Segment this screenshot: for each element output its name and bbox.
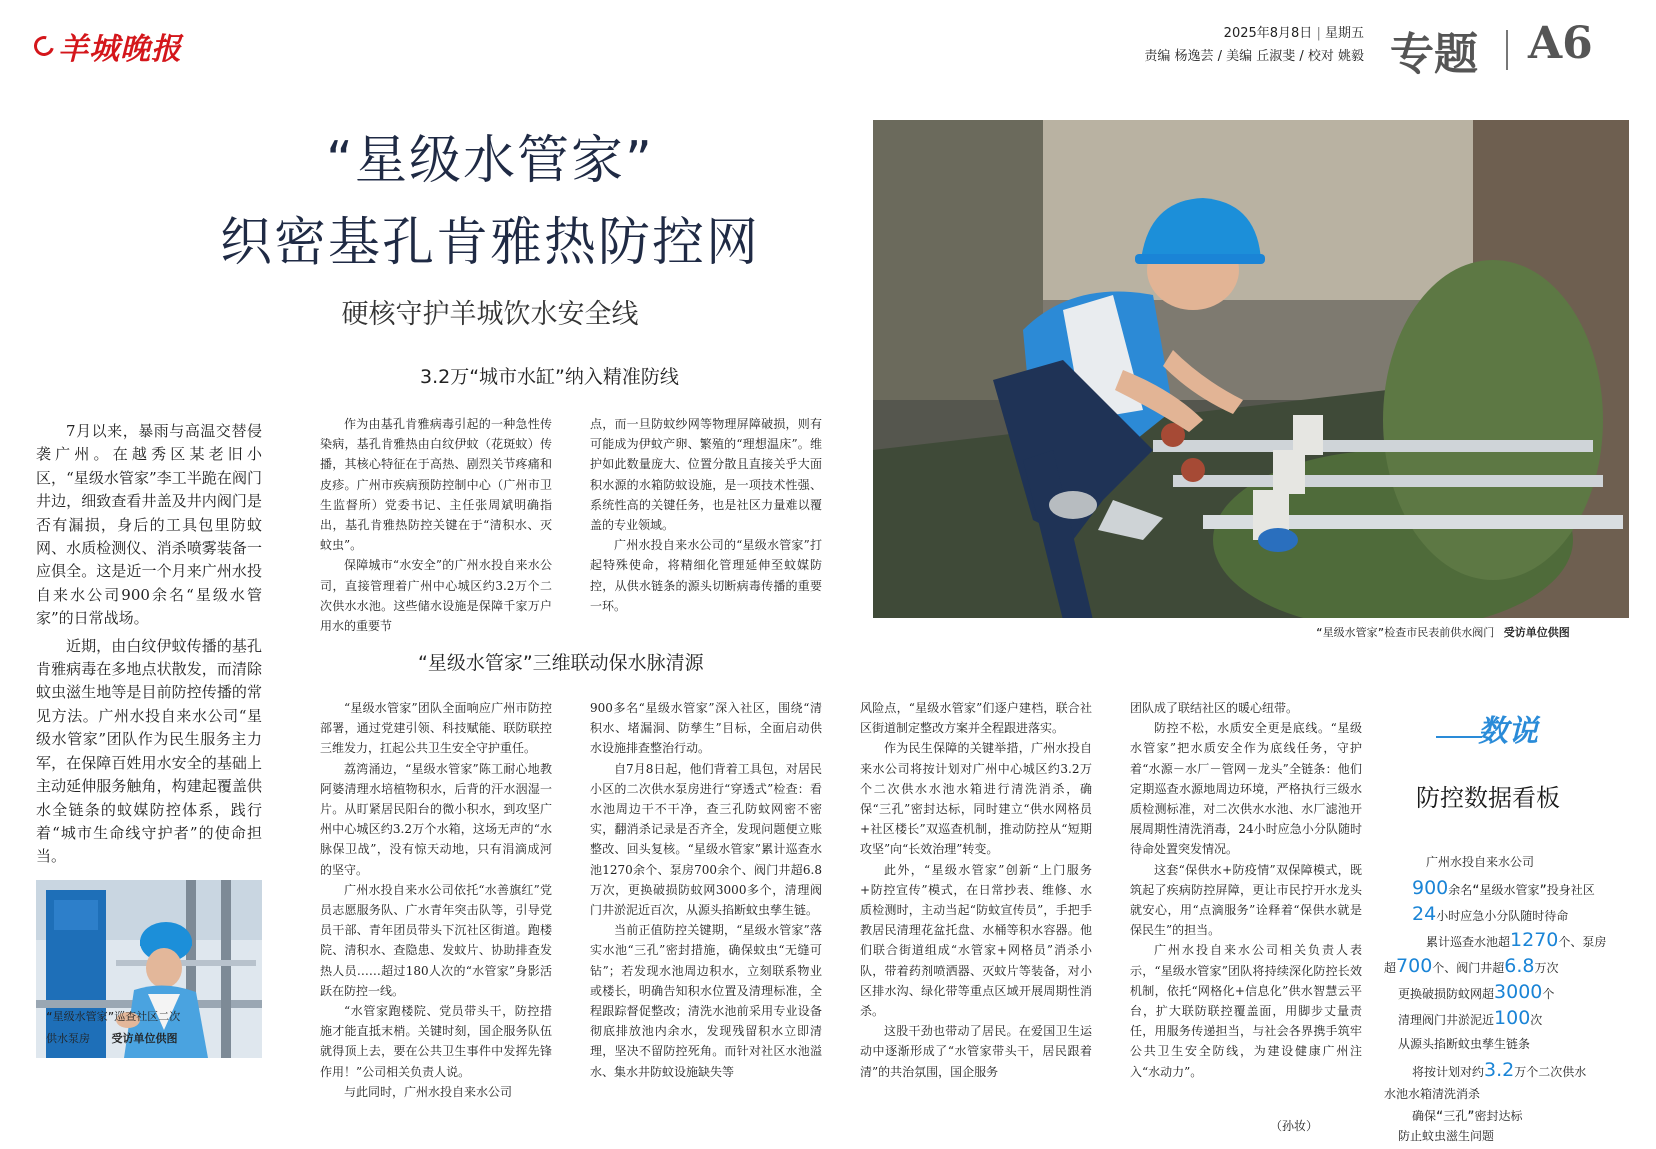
stat-line — [1398, 980, 1554, 1007]
stat-text: 更换破损防蚊网超 — [1398, 987, 1495, 1001]
section-divider — [1506, 30, 1508, 70]
stat-line — [1412, 1058, 1586, 1085]
sidebar-tag-line — [1436, 736, 1482, 738]
newspaper-logo — [34, 24, 182, 68]
stat-line: 确保“三孔”密封达标 — [1412, 1109, 1523, 1123]
main-photo-credit: 受访单位供图 — [1503, 626, 1570, 639]
sidebar-tag: 数说 — [1478, 714, 1538, 749]
stat-line — [1398, 1006, 1542, 1033]
stat-text: 个、阀门井超 — [1432, 961, 1505, 975]
logo-swirl-icon — [30, 32, 57, 59]
body-paragraph: 自7月8日起，他们背着工具包，对居民小区的二次供水泵房进行“穿透式”检查：看水池周边干不干净，查三孔防蚊网密不密实，翻消杀记录是否齐全，发现问题便立账整改、回头复核。“星级水管家”累计巡查水池1270余个、泵房700余个、阀门井超6.8万次，更换破损防蚊网3000多个，清理阀门井淤泥近百次，从源头掐断蚊虫孳生链。 — [590, 761, 822, 918]
stat-text: 万个二次供水 — [1514, 1065, 1587, 1079]
small-caption-line1: “星级水管家”巡查社区二次 — [46, 1010, 181, 1023]
main-photo-caption — [1316, 622, 1570, 644]
dateline: 2025年8月8日 | 星期五 责编 杨逸芸 / 美编 丘淑斐 / 校对 姚毅 — [1144, 22, 1364, 68]
stat-line — [1384, 954, 1559, 981]
headline-line-2: 织密基孔肯雅热防控网 — [219, 213, 760, 273]
stat-text: 小时应急小分队随时待命 — [1436, 909, 1569, 923]
stat-number: 900 — [1412, 877, 1449, 899]
issue-date: 2025年8月8日 — [1223, 26, 1313, 41]
stat-line — [1412, 876, 1595, 903]
body-paragraph: 此外，“星级水管家”创新“上门服务+防控宣传”模式，在日常抄表、维修、水质检测时，主动当起“防蚊宣传员”，手把手教居民清理花盆托盘、水桶等积水容器。他们联合街道组成“水管家+网格员”消杀小队，带着药剂喷洒器、灭蚊片等装备，对小区排水沟、绿化带等重点区域开展周期性消杀。 — [860, 862, 1092, 1019]
lead-paragraph: 7月以来，暴雨与高温交替侵袭广州。在越秀区某老旧小区，“星级水管家”李工半跪在阀门井边，细致查看井盖及井内阀门是否有漏损，身后的工具包里防蚊网、水质检测仪、消杀喷雾装备一应俱全。这是近一个月来广州水投自来水公司900余名“星级水管家”的日常战场。 — [36, 422, 262, 628]
page-number: A6 — [1528, 18, 1593, 69]
body-paragraph: 900多名“星级水管家”深入社区，围绕“清积水、堵漏洞、防孳生”目标，全面启动供水设施排查整治行动。 — [590, 701, 822, 756]
body-paragraph: 点，而一旦防蚊纱网等物理屏障破损，则有可能成为伊蚊产卵、繁殖的“理想温床”。维护如此数量庞大、位置分散且直接关乎大面积水源的水箱防蚊设施，是一项技术性强、系统性高的关键任务，也是社区力量难以覆盖的专业领域。 — [590, 417, 822, 533]
body-paragraph: 风险点，“星级水管家”们逐户建档，联合社区街道制定整改方案并全程跟进落实。 — [860, 701, 1092, 736]
headline-line-1: “星级水管家” — [326, 131, 654, 191]
section1-column-a — [320, 414, 552, 636]
stat-text: 万次 — [1534, 961, 1559, 975]
body-paragraph: 防控不松，水质安全更是底线。“星级水管家”把水质安全作为底线任务，守护着“水源－水厂－管网－龙头”全链条：他们定期巡查水源地周边环境，严格执行三级水质检测标准，对二次供水水池、水厂滤池开展周期性清洗消毒，24小时应急小分队随时待命处置突发情况。 — [1130, 721, 1362, 857]
section2-column-3 — [860, 698, 1092, 1138]
stat-line: 从源头掐断蚊虫孳生链条 — [1398, 1037, 1531, 1051]
body-paragraph: 荔湾涌边，“星级水管家”陈工耐心地教阿婆清理水培植物积水，后背的汗水洇湿一片。从盯紧居民阳台的微小积水，到攻坚广州中心城区约3.2万个水箱，这场无声的“水脉保卫战”，没有惊天动地，只有涓滴成河的坚守。 — [320, 761, 552, 877]
section-label: 专题 — [1390, 29, 1478, 80]
stat-text: 将按计划对约 — [1412, 1065, 1485, 1079]
body-paragraph: 当前正值防控关键期，“星级水管家”落实水池“三孔”密封措施，确保蚊虫“无缝可钻”；若发现水池周边积水，立刻联系物业或楼长，明确告知积水位置及清理标准，全程跟踪督促整改；清洗水池前采用专业设备彻底排放池内余水，发现残留积水立即清理，坚决不留防控死角。而针对社区水池溢水、集水井防蚊设施缺失等 — [590, 923, 822, 1079]
byline: （孙妆） — [1270, 1119, 1319, 1133]
stat-number: 6.8 — [1504, 955, 1535, 977]
body-paragraph: 广州水投自来水公司依托“水善旗红”党员志愿服务队、广水青年突击队等，引导党员干部、青年团员带头下沉社区街道。跑楼院、清积水、查隐患、发蚊片、协助排查发热人员……超过180人次的“水管家”身影活跃在防控一线。 — [320, 882, 552, 998]
stat-number: 3000 — [1494, 981, 1543, 1003]
body-paragraph: 与此同时，广州水投自来水公司 — [344, 1084, 513, 1099]
stat-text: 超 — [1384, 961, 1397, 975]
body-paragraph: 保障城市“水安全”的广州水投自来水公司，直接管理着广州中心城区约3.2万个二次供水水池。这些储水设施是保障千家万户用水的重要节 — [320, 558, 552, 634]
body-paragraph: 作为由基孔肯雅病毒引起的一种急性传染病，基孔肯雅热由白纹伊蚊（花斑蚊）传播，其核心特征在于高热、剧烈关节疼痛和皮疹。广州市疾病预防控制中心（广州市卫生监督所）党委书记、主任张周斌明确指出，基孔肯雅热防控关键在于“清积水、灭蚊虫”。 — [320, 417, 552, 553]
stat-line: 广州水投自来水公司 — [1426, 855, 1535, 869]
issue-weekday: 星期五 — [1324, 26, 1364, 41]
main-photo — [873, 120, 1629, 618]
editor-credits: 责编 杨逸芸 / 美编 丘淑斐 / 校对 姚毅 — [1144, 49, 1364, 64]
small-caption-line2: 供水泵房 — [46, 1032, 90, 1045]
stat-line — [1412, 902, 1568, 929]
sidebar-title: 防控数据看板 — [1416, 784, 1560, 812]
stat-number: 1270 — [1510, 929, 1559, 951]
small-photo-caption — [46, 1006, 266, 1050]
main-caption-text: “星级水管家”检查市民表前供水阀门 — [1316, 626, 1495, 639]
body-paragraph: 广州水投自来水公司相关负责人表示，“星级水管家”团队将持续深化防控长效机制，依托“网格化+信息化”供水智慧云平台，扩大联防联控覆盖面，用脚步丈量责任，用服务传递担当，与社会各界携手筑牢公共卫生安全防线，为建设健康广州注入“水动力”。 — [1130, 943, 1362, 1079]
body-paragraph: 作为民生保障的关键举措，广州水投自来水公司将按计划对广州中心城区约3.2万个二次供水水池水箱进行清洗消杀，确保“三孔”密封达标，同时建立“供水网格员+社区楼长”双巡查机制，推动防控从“短期攻坚”向“长效治理”转变。 — [860, 741, 1092, 857]
stat-line: 防止蚊虫滋生问题 — [1398, 1129, 1495, 1143]
section2-column-4 — [1130, 698, 1362, 1118]
body-paragraph: “水管家跑楼院、党员带头干，防控措施才能直抵末梢。关键时刻，国企服务队伍就得顶上去，要在公共卫生事件中发挥先锋作用！”公司相关负责人说。 — [320, 1004, 552, 1079]
body-paragraph: 广州水投自来水公司的“星级水管家”打起特殊使命，将精细化管理延伸至蚊媒防控，从供水链条的源头切断病毒传播的重要一环。 — [590, 538, 822, 613]
body-paragraph: 这套“保供水+防疫情”双保障模式，既筑起了疾病防控屏障，更让市民拧开水龙头就安心，用“点滴服务”诠释着“保供水就是保民生”的担当。 — [1130, 862, 1362, 938]
body-paragraph: 团队成了联结社区的暖心纽带。 — [1130, 701, 1299, 715]
stat-number: 3.2 — [1484, 1059, 1515, 1081]
section2-column-1 — [320, 698, 552, 1138]
stat-text: 清理阀门井淤泥近 — [1398, 1013, 1495, 1027]
lead-paragraph: 近期，由白纹伊蚊传播的基孔肯雅病毒在多地点状散发，而清除蚊虫滋生地等是目前防控传播的常见方法。广州水投自来水公司“星级水管家”团队作为民生服务主力军，在保障百姓用水安全的基础上主动延伸服务触角，构建起覆盖供水全链条的蚊媒防控体系，践行着“城市生命线守护者”的使命担当。 — [36, 636, 262, 866]
stat-number: 100 — [1494, 1007, 1531, 1029]
paper-name: 羊城晚报 — [58, 32, 182, 67]
body-paragraph: “星级水管家”团队全面响应广州市防控部署，通过党建引领、科技赋能、联防联控三维发力，扛起公共卫生安全守护重任。 — [320, 701, 552, 756]
lead-column — [36, 420, 262, 869]
stat-line — [1426, 928, 1606, 955]
stat-text: 个、泵房 — [1558, 935, 1607, 949]
stat-number: 700 — [1396, 955, 1433, 977]
body-paragraph: 这股干劲也带动了居民。在爱国卫生运动中逐渐形成了“水管家带头干，居民跟着清”的共治氛围，国企服务 — [860, 1024, 1092, 1079]
stat-text: 余名“星级水管家”投身社区 — [1448, 883, 1595, 897]
headline-subtitle: 硬核守护羊城饮水安全线 — [341, 299, 639, 330]
stat-number: 24 — [1412, 903, 1437, 925]
stat-text: 次 — [1530, 1013, 1543, 1027]
subhead-2: “星级水管家”三维联动保水脉清源 — [418, 652, 704, 674]
section2-column-2 — [590, 698, 822, 1138]
subhead-1: 3.2万“城市水缸”纳入精准防线 — [420, 366, 679, 388]
stat-text: 个 — [1542, 987, 1555, 1001]
stat-line: 水池水箱清洗消杀 — [1384, 1087, 1481, 1101]
section1-column-b — [590, 414, 822, 616]
small-photo-credit: 受访单位供图 — [111, 1032, 178, 1045]
stat-text: 累计巡查水池超 — [1426, 935, 1511, 949]
